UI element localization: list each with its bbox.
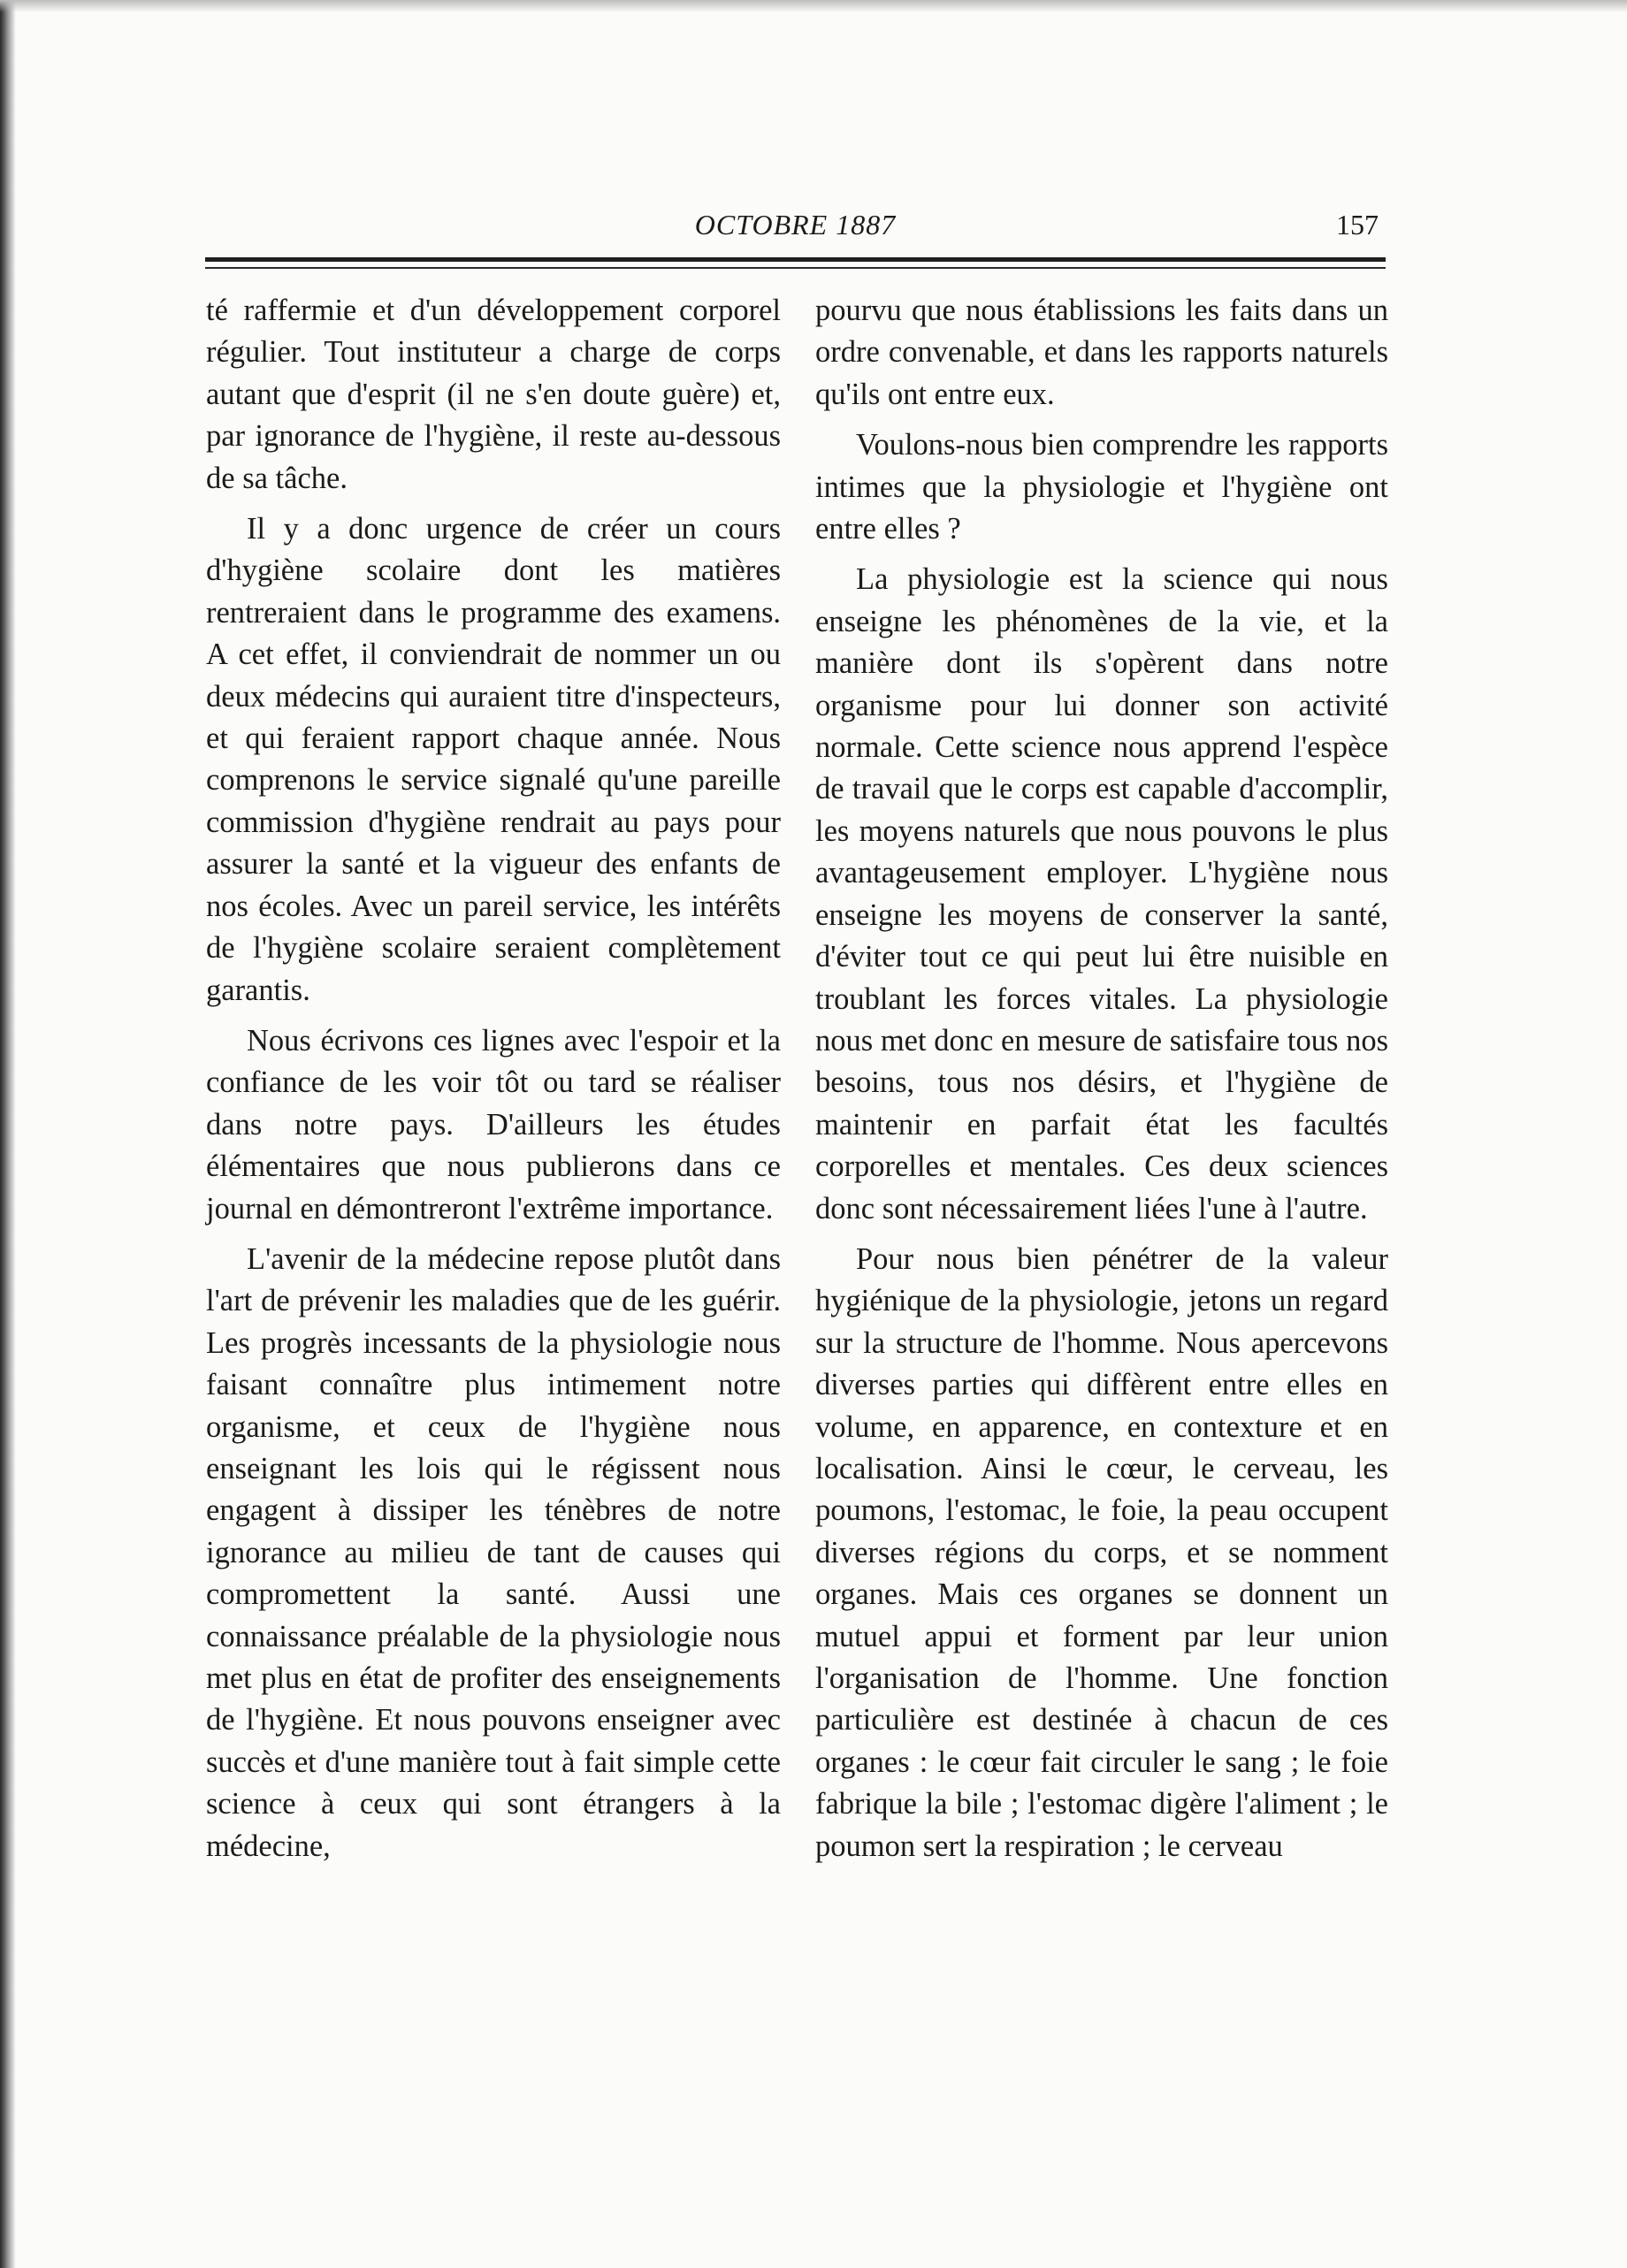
page-number: 157 [1336,209,1379,241]
running-header [205,209,1386,253]
header-rule-thin [205,267,1386,269]
paragraph: L'avenir de la médecine repose plutôt dans l'art de prévenir les maladies que de les guérir. Les progrès incessants de la physiologie nous faisant connaître plus intimement notre organisme, et ceux de l'hygiène nous enseignant les lois qui le régissent nous engagent à dissiper les ténèbres de notre ignorance au milieu de tant de causes qui compromettent la santé. Aussi une connaissance préalable de la physiologie nous met plus en état de profiter des enseignements de l'hygiène. Et nous pouvons enseigner avec succès et d'une manière tout à fait simple cette science à ceux qui sont étrangers à la médecine, [206,1241,781,1863]
paragraph: Il y a donc urgence de créer un cours d'hygiène scolaire dont les matières rentreraient dans le programme des examens. A cet effet, il conviendrait de nommer un ou deux médecins qui auraient titre d'inspecteurs, et qui feraient rapport chaque année. Nous comprenons le service signalé qu'une pareille commission d'hygiène rendrait au pays pour assurer la santé et la vigueur des enfants de nos écoles. Avec un pareil service, les intérêts de l'hygiène scolaire seraient complètement garantis. [206,512,781,1007]
page-top-edge [0,0,1627,12]
paragraph: Voulons-nous bien comprendre les rapports intimes que la physiologie et l'hygiène ont entre elles ? [815,428,1388,546]
left-column [206,290,781,1876]
paragraph: té raffermie et d'un développement corporel régulier. Tout instituteur a charge de corps autant que d'esprit (il ne s'en doute guère) et, par ignorance de l'hygiène, il reste au-dessous de sa tâche. [206,294,781,495]
paragraph: Pour nous bien pénétrer de la valeur hygiénique de la physiologie, jetons un regard sur la structure de l'homme. Nous apercevons diverses parties qui diffèrent entre elles en volume, en apparence, en contexture et en localisation. Ainsi le cœur, le cerveau, les poumons, l'estomac, le foie, la peau occupent diverses régions du corps, et se nomment organes. Mais ces organes se donnent un mutuel appui et forment par leur union l'organisation de l'homme. Une fonction particulière est destinée à chacun de ces organes : le cœur fait circuler le sang ; le foie fabrique la bile ; l'estomac digère l'aliment ; le poumon sert la respiration ; le cerveau [815,1241,1388,1863]
page-binding-edge [0,0,16,2268]
paragraph: Nous écrivons ces lignes avec l'espoir et la confiance de les voir tôt ou tard se réaliser dans notre pays. D'ailleurs les études élémentaires que nous publierons dans ce journal en démontreront l'extrême importance. [206,1023,781,1226]
header-title: OCTOBRE 1887 [694,209,897,241]
paragraph: La physiologie est la science qui nous enseigne les phénomènes de la vie, et la manière dont ils s'opèrent dans notre organisme pour lui donner son activité normale. Cette science nous apprend l'espèce de travail que le corps est capable d'accomplir, les moyens naturels que nous pouvons le plus avantageusement employer. L'hygiène nous enseigne les moyens de conserver la santé, d'éviter tout ce qui peut lui être nuisible en troublant les forces vitales. La physiologie nous met donc en mesure de satisfaire tous nos besoins, tous nos désirs, et l'hygiène de maintenir en parfait état les facultés corporelles et mentales. Ces deux sciences donc sont nécessairement liées l'une à l'autre. [815,562,1388,1226]
paragraph: pourvu que nous établissions les faits dans un ordre convenable, et dans les rapports naturels qu'ils ont entre eux. [815,294,1388,411]
header-rule-thick [205,257,1386,262]
right-column [815,290,1388,1876]
